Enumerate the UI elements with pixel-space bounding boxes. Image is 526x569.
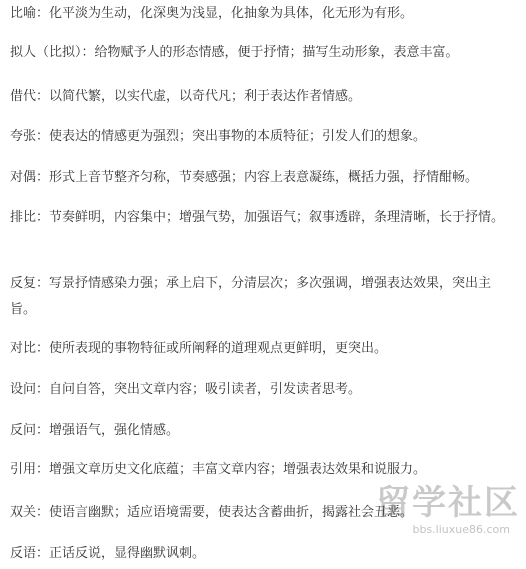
watermark-url: bbs.liuxue86.com	[412, 523, 510, 536]
paragraph-hypophora: 设问：自问自答，突出文章内容；吸引读者，引发读者思考。	[10, 382, 362, 397]
paragraph-personification: 拟人（比拟）：给物赋予人的形态情感，便于抒情；描写生动形象，表意丰富。	[10, 45, 459, 60]
paragraph-quotation: 引用：增强文章历史文化底蕴；丰富文章内容；增强表达效果和说服力。	[10, 462, 427, 477]
paragraph-metonymy: 借代：以简代繁，以实代虚，以奇代凡；利于表达作者情感。	[10, 89, 362, 104]
paragraph-antithesis: 对偶：形式上音节整齐匀称，节奏感强；内容上表意凝练，概括力强，抒情酣畅。	[10, 170, 479, 185]
paragraph-repetition: 反复：写景抒情感染力强；承上启下，分清层次；多次强调，增强表达效果，突出主旨。	[10, 276, 492, 317]
paragraph-metaphor: 比喻：化平淡为生动，化深奥为浅显，化抽象为具体，化无形为有形。	[10, 6, 414, 21]
watermark-logo: 留学社区	[376, 483, 520, 523]
paragraph-contrast: 对比：使所表现的事物特征或所阐释的道理观点更鲜明，更突出。	[10, 341, 388, 356]
paragraph-rhetorical-question: 反问：增强语气，强化情感。	[10, 423, 180, 438]
paragraph-parallelism: 排比：节奏鲜明，内容集中；增强气势，加强语气；叙事透辟，条理清晰，长于抒情。	[10, 210, 505, 225]
paragraph-hyperbole: 夸张：使表达的情感更为强烈；突出事物的本质特征；引发人们的想象。	[10, 129, 427, 144]
paragraph-pun: 双关：使语言幽默；适应语境需要，使表达含蓄曲折，揭露社会丑恶。	[10, 505, 414, 520]
paragraph-irony: 反语：正话反说，显得幽默讽刺。	[10, 546, 206, 561]
